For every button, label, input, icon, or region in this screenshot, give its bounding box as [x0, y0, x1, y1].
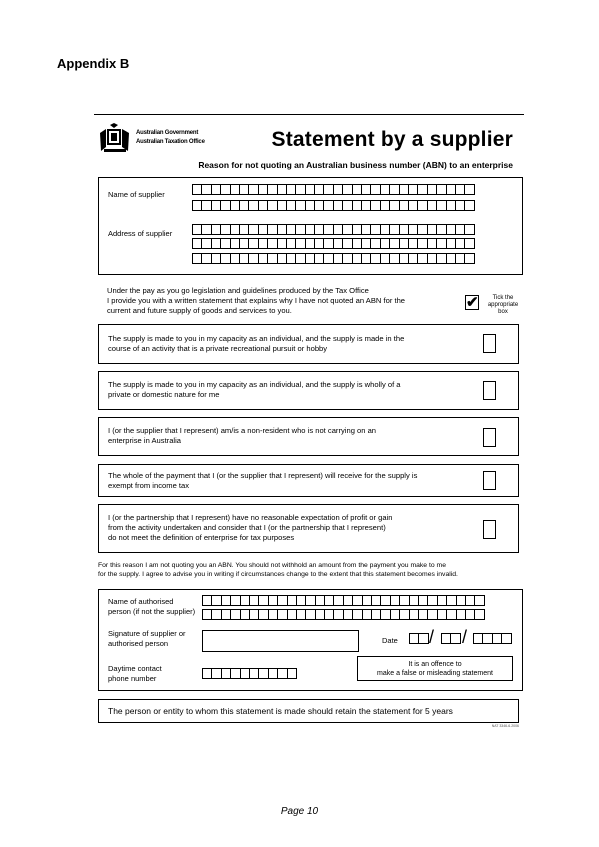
intro-line: current and future supply of goods and services to you. [107, 306, 292, 315]
signature-field[interactable] [202, 630, 359, 652]
option-text: private or domestic nature for me [108, 390, 220, 399]
intro-text [107, 286, 467, 316]
offence-line: It is an offence to [408, 661, 462, 668]
option-text: enterprise in Australia [108, 436, 182, 445]
form-title: Statement by a supplier [271, 128, 513, 151]
tick-note-line: appropriate [487, 302, 519, 308]
date-label: Date [382, 636, 398, 645]
tick-appropriate-box-note [482, 295, 524, 316]
supplier-address-field-row1[interactable] [192, 224, 474, 235]
declaration-line: for the supply. I agree to advise you in writing if circumstances change to the extent that this statement becomes invalid. [98, 571, 458, 578]
signature-section-box [98, 589, 523, 691]
intro-line: I provide you with a written statement that explains why I have not quoted an ABN for the [107, 296, 406, 305]
option-text: I (or the supplier that I represent) am/is a non-resident who is not carrying on an [108, 426, 377, 435]
date-month-field[interactable] [441, 633, 460, 644]
authorised-person-label [108, 597, 195, 617]
input-cell[interactable] [464, 200, 474, 211]
date-day-field[interactable] [409, 633, 428, 644]
address-of-supplier-label: Address of supplier [108, 229, 173, 238]
authorised-label-line: person (if not the supplier) [108, 607, 196, 616]
option-private-domestic [98, 371, 519, 410]
option-text: do not meet the definition of enterprise for tax purposes [108, 533, 295, 542]
tick-note-line: Tick the [492, 295, 514, 301]
input-cell[interactable] [464, 224, 474, 235]
retain-statement-note: The person or entity to whom this statement is made should retain the statement for 5 years [98, 699, 519, 723]
input-cell[interactable] [501, 633, 511, 644]
input-cell[interactable] [464, 184, 474, 195]
option-text: I (or the partnership that I represent) have no reasonable expectation of profit or gain [108, 513, 393, 522]
appendix-heading: Appendix B [57, 56, 130, 71]
phone-label [108, 664, 162, 684]
top-rule [94, 114, 524, 115]
date-separator: / [429, 627, 435, 647]
intro-line: Under the pay as you go legislation and guidelines produced by the Tax Office [107, 286, 369, 295]
offence-line: make a false or misleading statement [377, 670, 493, 677]
option-non-resident [98, 417, 519, 456]
supplier-details-box [98, 177, 523, 275]
form-subtitle: Reason for not quoting an Australian business number (ABN) to an enterprise [198, 160, 513, 170]
option-text: The supply is made to you in my capacity as an individual, and the supply is made in the [108, 334, 405, 343]
option-text: from the activity undertaken and consider that I (or the partnership that I represent) [108, 523, 386, 532]
tick-note-line: box [498, 309, 508, 315]
phone-label-line: phone number [108, 674, 157, 683]
option-no-profit [98, 504, 519, 553]
phone-number-field[interactable] [202, 668, 296, 679]
supplier-name-field-row2[interactable] [192, 200, 474, 211]
coat-of-arms-icon [98, 123, 132, 155]
input-cell[interactable] [474, 595, 484, 606]
input-cell[interactable] [464, 253, 474, 264]
authorised-person-field-row2[interactable] [202, 609, 484, 620]
option-checkbox-no-profit[interactable] [483, 520, 496, 539]
input-cell[interactable] [464, 238, 474, 249]
option-text: The supply is made to you in my capacity as an individual, and the supply is wholly of a [108, 380, 401, 389]
signature-label-line: Signature of supplier or [108, 629, 186, 638]
agency-office: Australian Taxation Office [136, 139, 205, 145]
option-checkbox-private-domestic[interactable] [483, 381, 496, 400]
input-cell[interactable] [474, 609, 484, 620]
input-cell[interactable] [450, 633, 460, 644]
input-cell[interactable] [418, 633, 428, 644]
declaration-line: For this reason I am not quoting you an ABN. You should not withhold an amount from the payment you make to me [98, 562, 446, 569]
option-checkbox-exempt-income[interactable] [483, 471, 496, 490]
name-of-supplier-label: Name of supplier [108, 190, 165, 199]
date-separator: / [462, 627, 468, 647]
option-text: exempt from income tax [108, 481, 190, 490]
option-hobby [98, 324, 519, 364]
tick-icon: ✔ [466, 294, 479, 311]
date-year-field[interactable] [473, 633, 511, 644]
input-cell[interactable] [287, 668, 297, 679]
ato-logo [98, 123, 226, 155]
option-text: course of an activity that is a private recreational pursuit or hobby [108, 344, 328, 353]
offence-warning [357, 656, 513, 681]
phone-label-line: Daytime contact [108, 664, 162, 673]
option-checkbox-hobby[interactable] [483, 334, 496, 353]
option-exempt-income [98, 464, 519, 497]
signature-label [108, 629, 186, 649]
supplier-address-field-row3[interactable] [192, 253, 474, 264]
supplier-name-field-row1[interactable] [192, 184, 474, 195]
signature-label-line: authorised person [108, 639, 169, 648]
declaration-text [98, 561, 523, 579]
supplier-address-field-row2[interactable] [192, 238, 474, 249]
form-code: NAT 3346-6.2006 [491, 724, 519, 728]
agency-name: Australian Government [136, 130, 199, 136]
option-text: The whole of the payment that I (or the supplier that I represent) will receive for the supply is [108, 471, 418, 480]
option-checkbox-non-resident[interactable] [483, 428, 496, 447]
authorised-label-line: Name of authorised [108, 597, 174, 606]
page-number: Page 10 [280, 806, 319, 817]
authorised-person-field-row1[interactable] [202, 595, 484, 606]
